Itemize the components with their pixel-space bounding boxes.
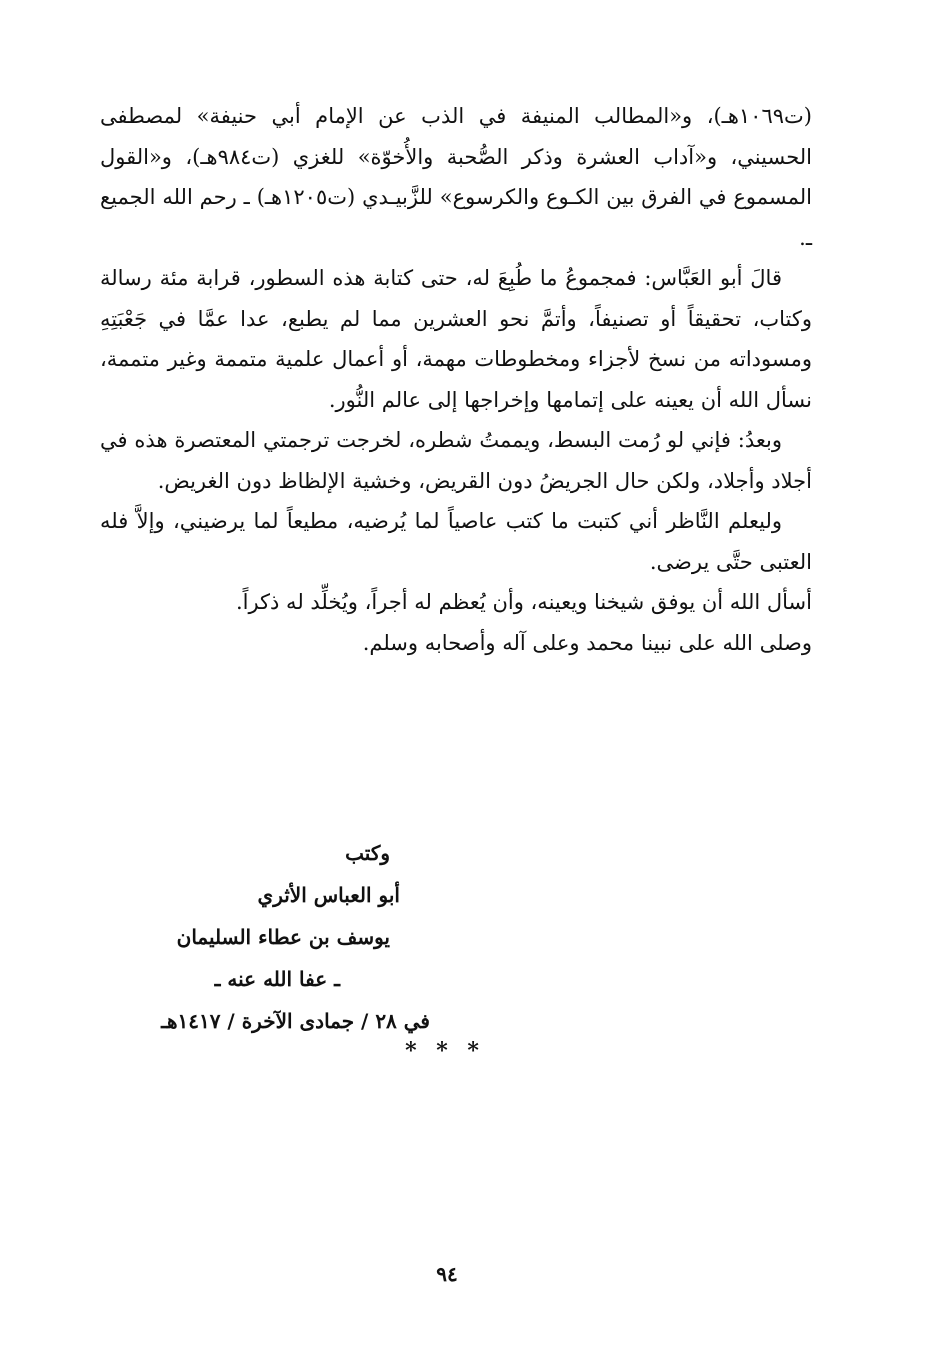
paragraph-prayer: أسأل الله أن يوفق شيخنا ويعينه، وأن يُعظم له أجراً، ويُخلِّد له ذكراً.	[235, 590, 812, 614]
signature-block	[100, 832, 430, 1042]
paragraph-works-count: قالَ أبو العَبَّاس: فمجموعُ ما طُبِعَ له، حتى كتابة هذه السطور، قرابة مئة رسالة وكتاب، تحقيقاً أو تصنيفاً، وأتمَّ نحو العشرين مما لم يطبع، عدا عمَّا في جَعْبَتِهِ ومسوداته من نسخ لأجزاء ومخطوطات مهمة، أو أعمال علمية متممة وغير متممة، نسأل الله أن يعينه على إتمامها وإخراجها إلى عالم النُّور.	[100, 266, 812, 412]
paragraph-salutation: وصلى الله على نبينا محمد وعلى آله وأصحابه وسلم.	[362, 630, 812, 655]
document-body	[100, 96, 812, 663]
paragraph-reader-note: وليعلم النَّاظر أني كتبت ما كتب عاصياً لما يُرضيه، مطيعاً لما يرضيني، وإلاَّ فله العتبى حتَّى يرضى.	[100, 509, 812, 574]
signature-dua: ـ عفا الله عنه ـ	[214, 967, 340, 991]
paragraph-brevity: وبعدُ: فإني لو رُمت البسط، ويممتُ شطره، لخرجت ترجمتي المعتصرة هذه في أجلاد وأجلاد، ولكن حال الجريضُ دون القريض، وخشية الإلظاظ دون الغريض.	[100, 428, 812, 493]
signature-kunya: أبو العباس الأثري	[257, 883, 400, 907]
paragraph-book-list: (ت١٠٦٩هـ)، و«المطالب المنيفة في الذب عن الإمام أبي حنيفة» لمصطفى الحسيني، و«آداب العشرة وذكر الصُّحبة والأُخوّة» للغزي (ت٩٨٤هـ)، و«القول المسموع في الفرق بين الكـوع والكرسوع» للزَّبيـدي (ت١٢٠٥هـ) ـ رحم الله الجميع ـ.	[100, 104, 812, 250]
signature-wrote: وكتب	[345, 841, 390, 865]
signature-name: يوسف بن عطاء السليمان	[176, 925, 390, 949]
page-number: ٩٤	[436, 1262, 458, 1286]
section-separator: * * *	[405, 1038, 485, 1064]
signature-date: في ٢٨ / جمادى الآخرة / ١٤١٧هـ	[161, 1009, 430, 1033]
